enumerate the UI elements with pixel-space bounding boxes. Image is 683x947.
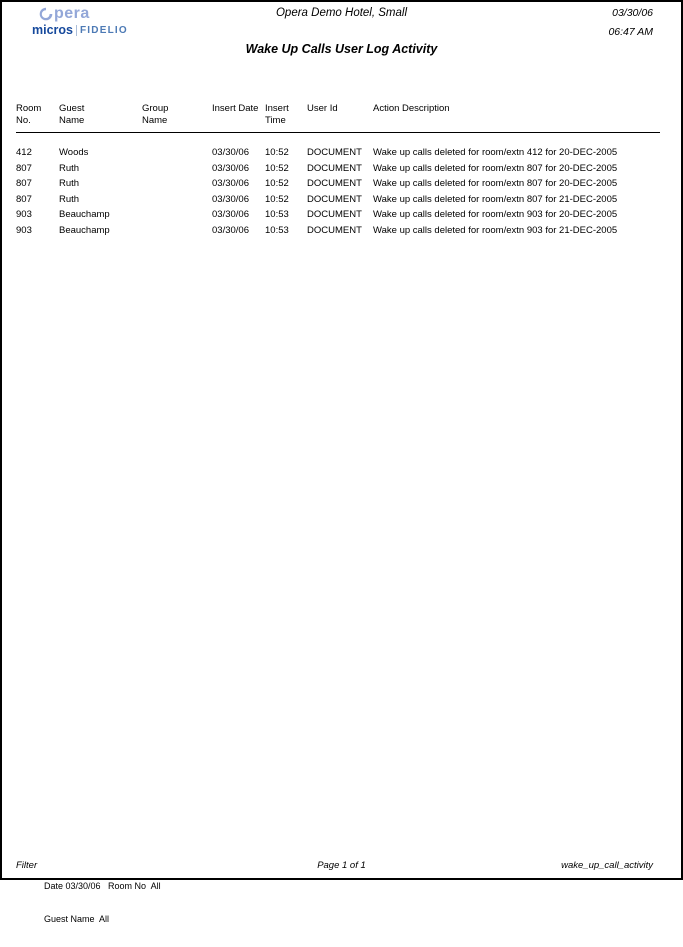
cell-guest-name: Woods: [59, 147, 89, 158]
cell-insert-time: 10:52: [265, 147, 289, 158]
cell-user-id: DOCUMENT: [307, 162, 362, 174]
wakeup-calls-table: [16, 103, 660, 238]
table-header: [16, 103, 660, 133]
table-body: [16, 133, 660, 239]
col-header-line: Insert: [265, 103, 289, 114]
cell-guest-name: Beauchamp: [59, 224, 110, 236]
logo-separator: [76, 25, 77, 36]
col-header-action-description: [373, 103, 660, 133]
filter-line-date-room: Date 03/30/06 Room No All: [44, 881, 161, 891]
cell-group-name: [142, 223, 212, 239]
col-header-room-no: [16, 103, 59, 133]
cell-insert-date: 03/30/06: [212, 162, 249, 174]
cell-insert-time: 10:53: [265, 209, 289, 220]
col-header-insert-time: [265, 103, 307, 133]
cell-action-description: Wake up calls deleted for room/extn 903 for 21-DEC-2005: [373, 224, 618, 236]
cell-guest-name: Ruth: [59, 162, 80, 174]
micros-fidelio-logo: [32, 24, 128, 37]
cell-action-description: Wake up calls deleted for room/extn 807 for 20-DEC-2005: [373, 178, 618, 189]
cell-insert-date: 03/30/06: [212, 147, 249, 158]
col-header-line: Guest: [59, 103, 85, 114]
micros-logo-text: micros: [32, 23, 73, 37]
col-header-guest-name: [59, 103, 142, 133]
filter-values: [44, 859, 161, 947]
cell-group-name: [142, 161, 212, 177]
table-row: [16, 192, 660, 208]
report-date: 03/30/06: [612, 7, 653, 19]
cell-user-id: DOCUMENT: [307, 209, 362, 220]
cell-guest-name: Ruth: [59, 193, 80, 205]
col-header-line: Action Description: [373, 103, 450, 114]
page-number: Page 1 of 1: [317, 860, 366, 871]
cell-action-description: Wake up calls deleted for room/extn 412 for 20-DEC-2005: [373, 147, 618, 158]
col-header-line: Insert Date: [212, 103, 259, 114]
cell-guest-name: Ruth: [59, 178, 80, 189]
col-header-line: Name: [59, 114, 85, 126]
cell-action-description: Wake up calls deleted for room/extn 807 for 21-DEC-2005: [373, 193, 618, 205]
cell-action-description: Wake up calls deleted for room/extn 903 for 20-DEC-2005: [373, 209, 618, 220]
cell-group-name: [142, 176, 212, 192]
cell-insert-time: 10:52: [265, 178, 289, 189]
opera-logo-text: pera: [54, 5, 90, 22]
cell-action-description: Wake up calls deleted for room/extn 807 for 20-DEC-2005: [373, 162, 618, 174]
col-header-line: No.: [16, 114, 31, 126]
filter-label: Filter: [16, 860, 38, 871]
col-header-line: User Id: [307, 103, 338, 114]
cell-user-id: DOCUMENT: [307, 147, 362, 158]
cell-user-id: DOCUMENT: [307, 193, 362, 205]
report-title: Wake Up Calls User Log Activity: [245, 42, 438, 56]
cell-group-name: [142, 192, 212, 208]
cell-room-no: 807: [16, 193, 32, 205]
table-row: [16, 207, 660, 223]
cell-insert-time: 10:52: [265, 162, 289, 174]
report-file-name: wake_up_call_activity: [561, 860, 653, 871]
col-header-group-name: [142, 103, 212, 133]
col-header-line: Group: [142, 103, 169, 114]
col-header-line: Room: [16, 103, 42, 114]
cell-user-id: DOCUMENT: [307, 178, 362, 189]
cell-insert-date: 03/30/06: [212, 178, 249, 189]
cell-insert-date: 03/30/06: [212, 193, 249, 205]
col-header-insert-date: [212, 103, 265, 133]
cell-guest-name: Beauchamp: [59, 209, 110, 220]
filter-line-guest: Guest Name All: [44, 914, 110, 924]
table-header-row: [16, 103, 660, 133]
cell-room-no: 807: [16, 162, 32, 174]
cell-group-name: [142, 133, 212, 161]
cell-room-no: 412: [16, 147, 32, 158]
cell-insert-date: 03/30/06: [212, 224, 249, 236]
table-row: [16, 176, 660, 192]
report-time: 06:47 AM: [608, 26, 653, 38]
col-header-line: Time: [265, 114, 286, 126]
table-row: [16, 223, 660, 239]
col-header-user-id: [307, 103, 373, 133]
table-row: [16, 133, 660, 161]
cell-room-no: 807: [16, 178, 32, 189]
cell-group-name: [142, 207, 212, 223]
cell-insert-date: 03/30/06: [212, 209, 249, 220]
hotel-name: Opera Demo Hotel, Small: [275, 7, 408, 19]
cell-room-no: 903: [16, 209, 32, 220]
cell-insert-time: 10:52: [265, 193, 289, 205]
col-header-line: Name: [142, 114, 168, 126]
cell-insert-time: 10:53: [265, 224, 289, 236]
cell-room-no: 903: [16, 224, 32, 236]
fidelio-logo-text: FIDELIO: [80, 25, 128, 36]
table-row: [16, 161, 660, 177]
cell-user-id: DOCUMENT: [307, 224, 362, 236]
